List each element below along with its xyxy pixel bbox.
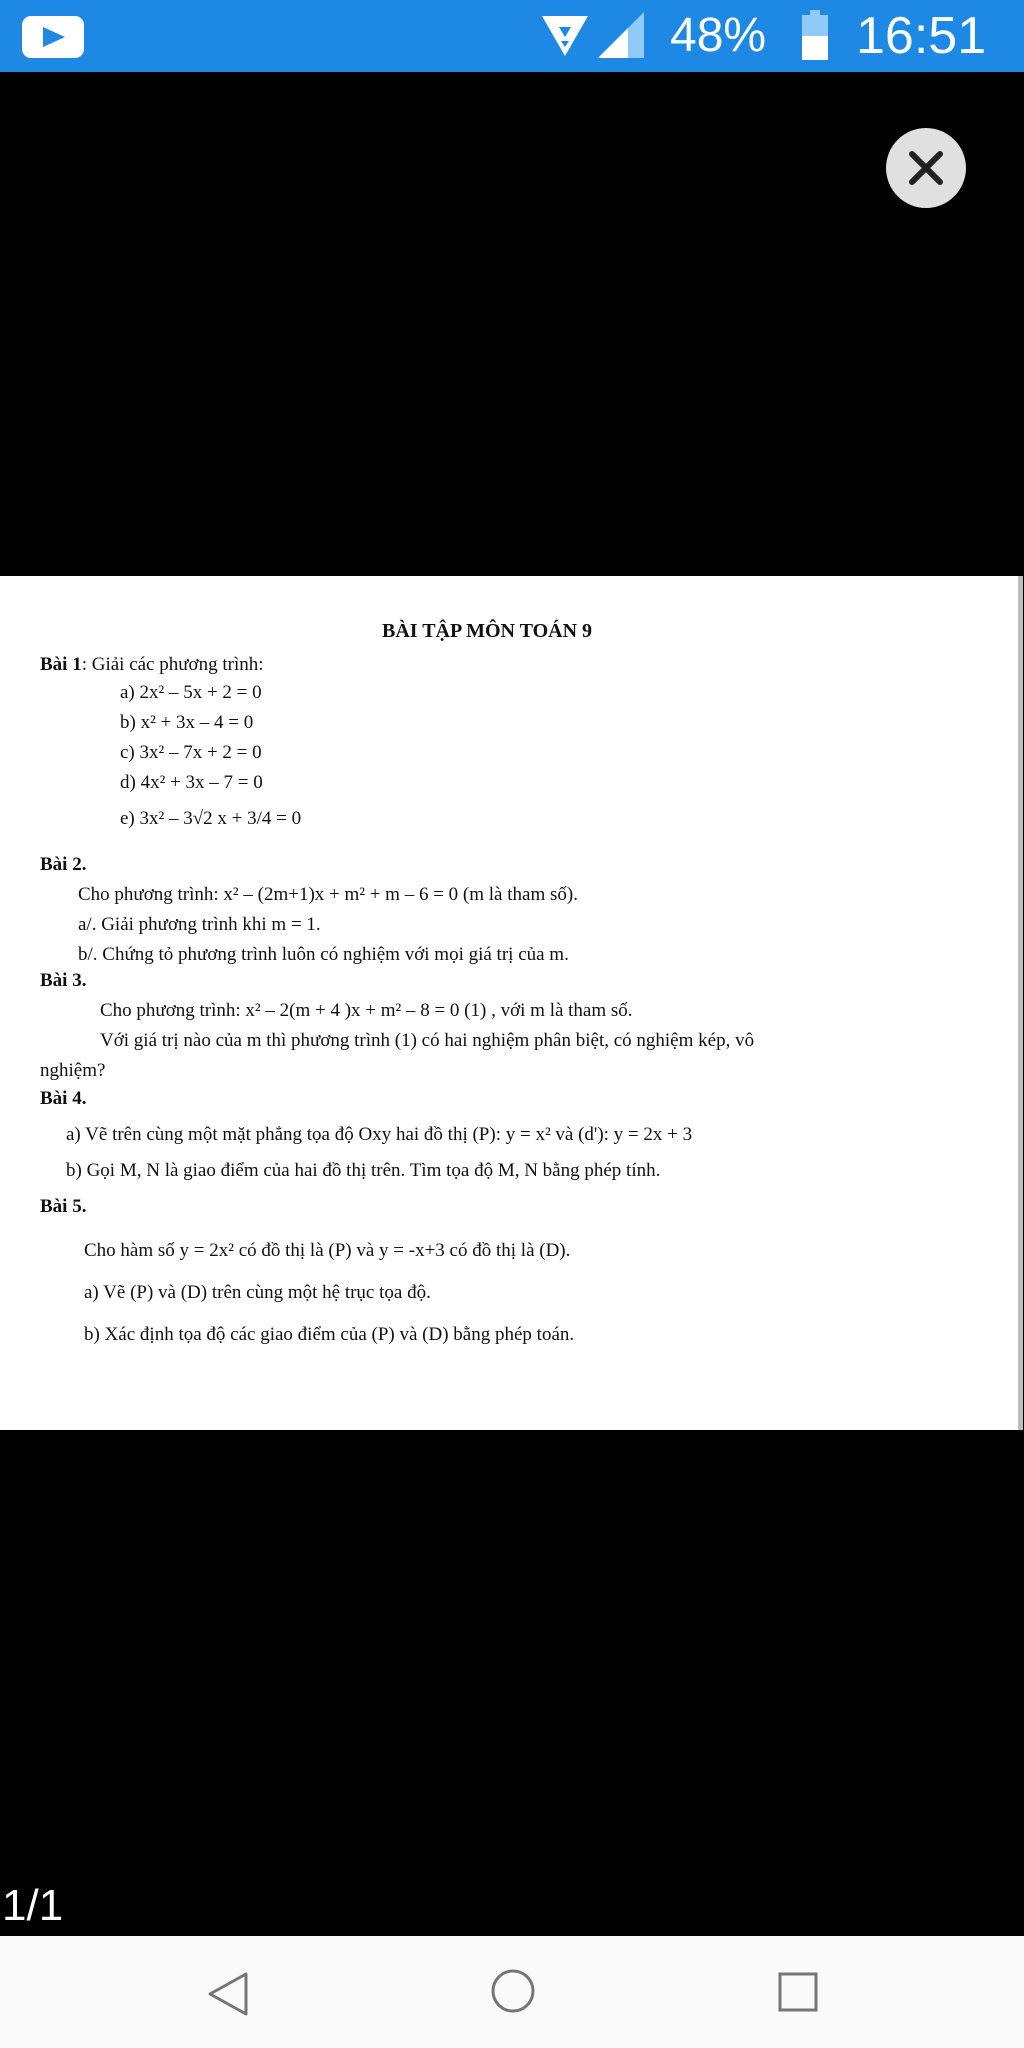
bai1-label: Bài 1	[40, 654, 82, 675]
bai3-question-line2: nghiệm?	[40, 1060, 106, 1081]
bai4-b: b) Gọi M, N là giao điểm của hai đồ thị trên. Tìm tọa độ M, N bằng phép tính.	[66, 1160, 661, 1181]
bai4-a: a) Vẽ trên cùng một mặt phẳng tọa độ Oxy hai đồ thị (P): y = x² và (d'): y = 2x + 3	[66, 1124, 693, 1145]
bai2-a: a/. Giải phương trình khi m = 1.	[78, 914, 321, 935]
bai5-label: Bài 5.	[40, 1196, 87, 1217]
document-page	[0, 576, 1023, 1430]
battery-percent: 48%	[670, 9, 767, 62]
nav-home-icon[interactable]	[490, 1968, 536, 2014]
bai1-item-d: d) 4x² + 3x – 7 = 0	[120, 772, 263, 793]
bai1-item-e: e) 3x² – 3√2 x + 3/4 = 0	[120, 808, 302, 829]
bai3-label: Bài 3.	[40, 970, 87, 991]
document-title: BÀI TẬP MÔN TOÁN 9	[382, 620, 593, 642]
navigation-bar	[0, 1936, 1024, 2048]
wifi-icon	[540, 12, 590, 58]
bai3-question-line1: Với giá trị nào của m thì phương trình (1) có hai nghiệm phân biệt, có nghiệm kép, vô	[100, 1030, 755, 1051]
bai2-b: b/. Chứng tỏ phương trình luôn có nghiệm với mọi giá trị của m.	[78, 944, 569, 965]
page-counter: 1/1	[2, 1881, 64, 1930]
bai4-label: Bài 4.	[40, 1088, 87, 1109]
clock: 16:51	[856, 7, 987, 65]
bai2-text: Cho phương trình: x² – (2m+1)x + m² + m – 6 = 0 (m là tham số).	[78, 884, 578, 905]
status-bar	[0, 0, 1024, 72]
bai1-heading	[40, 654, 264, 676]
bai1-item-b: b) x² + 3x – 4 = 0	[120, 712, 254, 733]
youtube-icon	[22, 16, 84, 58]
nav-back-icon[interactable]	[206, 1970, 250, 2018]
bai3-text: Cho phương trình: x² – 2(m + 4 )x + m² – 8 = 0 (1) , với m là tham số.	[100, 1000, 633, 1021]
nav-recents-icon[interactable]	[778, 1972, 818, 2012]
close-button[interactable]	[886, 128, 966, 208]
signal-icon	[598, 12, 644, 58]
bai1-item-a: a) 2x² – 5x + 2 = 0	[120, 682, 262, 703]
close-icon	[906, 148, 946, 188]
bai5-b: b) Xác định tọa độ các giao điểm của (P) và (D) bằng phép toán.	[84, 1324, 575, 1345]
bai1-text: : Giải các phương trình:	[81, 654, 264, 675]
bai1-item-c: c) 3x² – 7x + 2 = 0	[120, 742, 262, 763]
bai5-text: Cho hàm số y = 2x² có đồ thị là (P) và y = -x+3 có đồ thị là (D).	[84, 1240, 571, 1261]
bai2-label: Bài 2.	[40, 854, 87, 875]
bai5-a: a) Vẽ (P) và (D) trên cùng một hệ trục tọa độ.	[84, 1282, 431, 1303]
battery-icon	[802, 10, 828, 60]
